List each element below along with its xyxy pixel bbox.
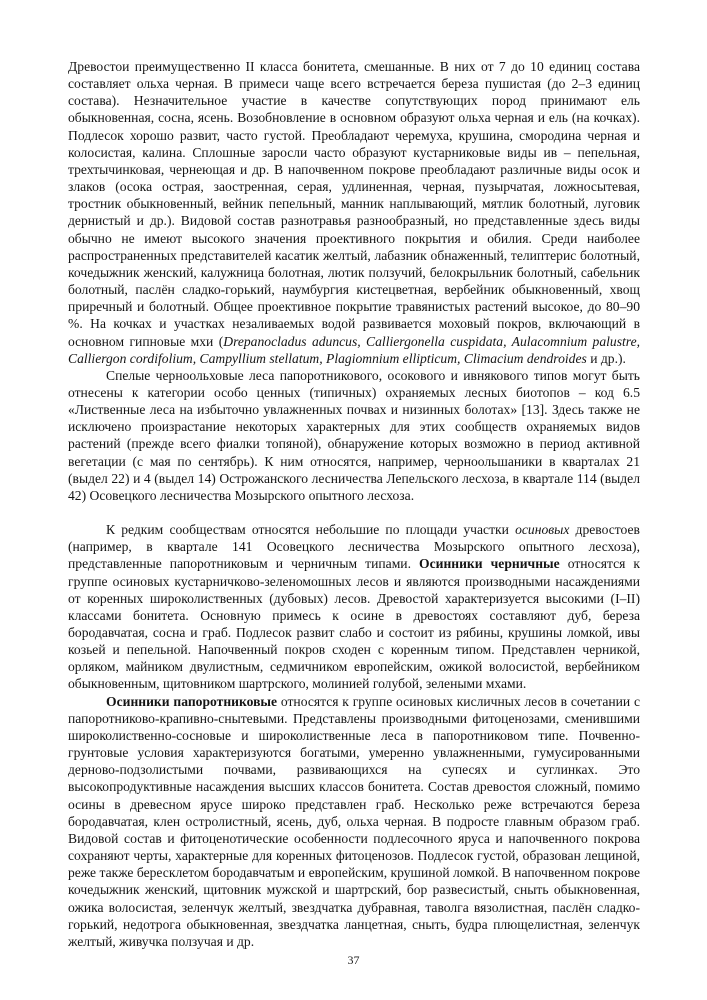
page-number: 37	[347, 953, 360, 967]
paragraph	[68, 367, 640, 504]
paragraph-gap	[68, 504, 640, 521]
italic-text: осиновых	[515, 522, 570, 538]
text-run: К редким сообществам относятся небольшие по площади участки	[106, 522, 516, 538]
text-run: и др.).	[586, 350, 626, 366]
paragraph	[68, 693, 640, 950]
text-run: относятся к группе осиновых кисличных лесов в сочетании с папоротниково-крапивно-снытевыми. Представлены производными фитоценозами, сменившими широколиственно-сосновые и широколиственные леса в папоротниковом типе. Почвенно-грунтовые условия характеризуются богатыми, умеренно увлажненными, гумусированными дерново-подзолистыми почвами, развивающихся на супесях и суглинках. Это высокопродуктивные насаждения высших классов бонитета. Состав древостоя сложный, помимо осины в древесном ярусе широко представлен граб. Несколько реже встречаются береза бородавчатая, клен остролистный, ясень, дуб, ольха черная. В подросте главным образом граб. Видовой состав и фитоценотические особенности подлесочного яруса и напочвенного покрова сохраняют черты, характерные для коренных фитоценозов. Подлесок густой, образован лещиной, реже также бересклетом бородавчатым и европейским, крушиной ломкой. В напочвенном покрове кочедыжник женский, щитовник мужской и шартрский, бор развесистый, сныть обыкновенная, ожика волосистая, зеленчук желтый, звездчатка дубравная, таволга вязолистная, паслён сладко-горький, недотрога обыкновенная, звездчатка ланцетная, сныть, будра плющелистная, зеленчук желтый, живучка ползучая и др.	[68, 693, 640, 949]
text-run: относятся к группе осиновых кустарничково-зеленомошных лесов и являются производными насаждениями от коренных широколиственных (дубовых) лесов. Древостой характеризуется высокими (I–II) классами бонитета. Основную примесь к осине в древостоях составляют дуб, береза бородавчатая, сосна и граб. Подлесок развит слабо и состоит из рябины, крушины ломкой, ивы козьей и пепельной. Напочвенный покров сходен с коренным типом. Представлен черникой, орляком, майником двулистным, седмичником европейским, ожикой волосистой, вербейником обыкновенным, щитовником шартрского, молинией голубой, зелеными мхами.	[68, 556, 640, 692]
text-run: древостоев (например, в квартале 141 Осовецкого лесничества Мозырского опытного лесхоза), представленные папоротниковым и черничным типами.	[68, 522, 640, 572]
document-body	[68, 58, 640, 950]
paragraph	[68, 58, 640, 367]
bold-term: Осинники черничные	[419, 556, 560, 572]
italic-text: Drepanocladus aduncus, Calliergonella cuspidata, Aulacomnium palustre, Calliergon cordifolium, Campyllium stellatum, Plagiomnium ellipticum, Climacium dendroides	[68, 333, 640, 366]
text-run: Древостои преимущественно II класса бонитета, смешанные. В них от 7 до 10 единиц состава составляет ольха черная. В примеси чаще всего встречается береза пушистая (до 2–3 единиц состава). Незначительное участие в качестве сопутствующих пород принимают ель обыкновенная, сосна, ясень. Возобновление в основном образуют ольха черная и ель (на кочках). Подлесок хорошо развит, часто густой. Преобладают черемуха, крушина, смородина черная и колосистая, калина. Сплошные заросли часто образуют кустарниковые виды ив – пепельная, трехтычинковая, чернеющая и др. В напочвенном покрове преобладают различные виды осок и злаков (осока острая, заостренная, серая, удлиненная, черная, пузырчатая, ложносытевая, тростник обыкновенный, вейник пепельный, манник наплывающий, мятлик болотный, луговик дернистый и др.). Видовой состав разнотравья разнообразный, но представленные здесь виды обычно не имеют высокого значения проективного покрытия и обилия. Среди наиболее распространенных представителей касатик желтый, лабазник обнаженный, телиптерис болотный, кочедыжник женский, калужница болотная, лютик ползучий, белокрыльник болотный, сабельник болотный, паслён сладко-горький, наумбургия кистецветная, вербейник обыкновенный, хвощ приречный и болотный. Общее проективное покрытие травянистых растений высокое, до 80–90 %. На кочках и участках незаливаемых водой развивается моховый покров, включающий в основном гипновые мхи (	[68, 59, 640, 349]
text-run: Спелые черноольховые леса папоротникового, осокового и ивнякового типов могут быть отнесены к категории особо ценных (типичных) охраняемых лесных биотопов – код 6.5 «Лиственные леса на избыточно увлажненных почвах и низинных болотах» [13]. Здесь также не исключено произрастание некоторых характерных для этих сообществ охраняемых видов растений (прежде всего фиалки топяной), обнаружение которых возможно в период активной вегетации (с мая по сентябрь). К ним относятся, например, черноольшаники в кварталах 21 (выдел 22) и 4 (выдел 14) Острожанского лесничества Лепельского лесхоза, в квартале 114 (выдел 42) Осовецкого лесничества Мозырского опытного лесхоза.	[68, 367, 640, 503]
paragraph	[68, 521, 640, 693]
bold-term: Осинники папоротниковые	[106, 693, 278, 709]
